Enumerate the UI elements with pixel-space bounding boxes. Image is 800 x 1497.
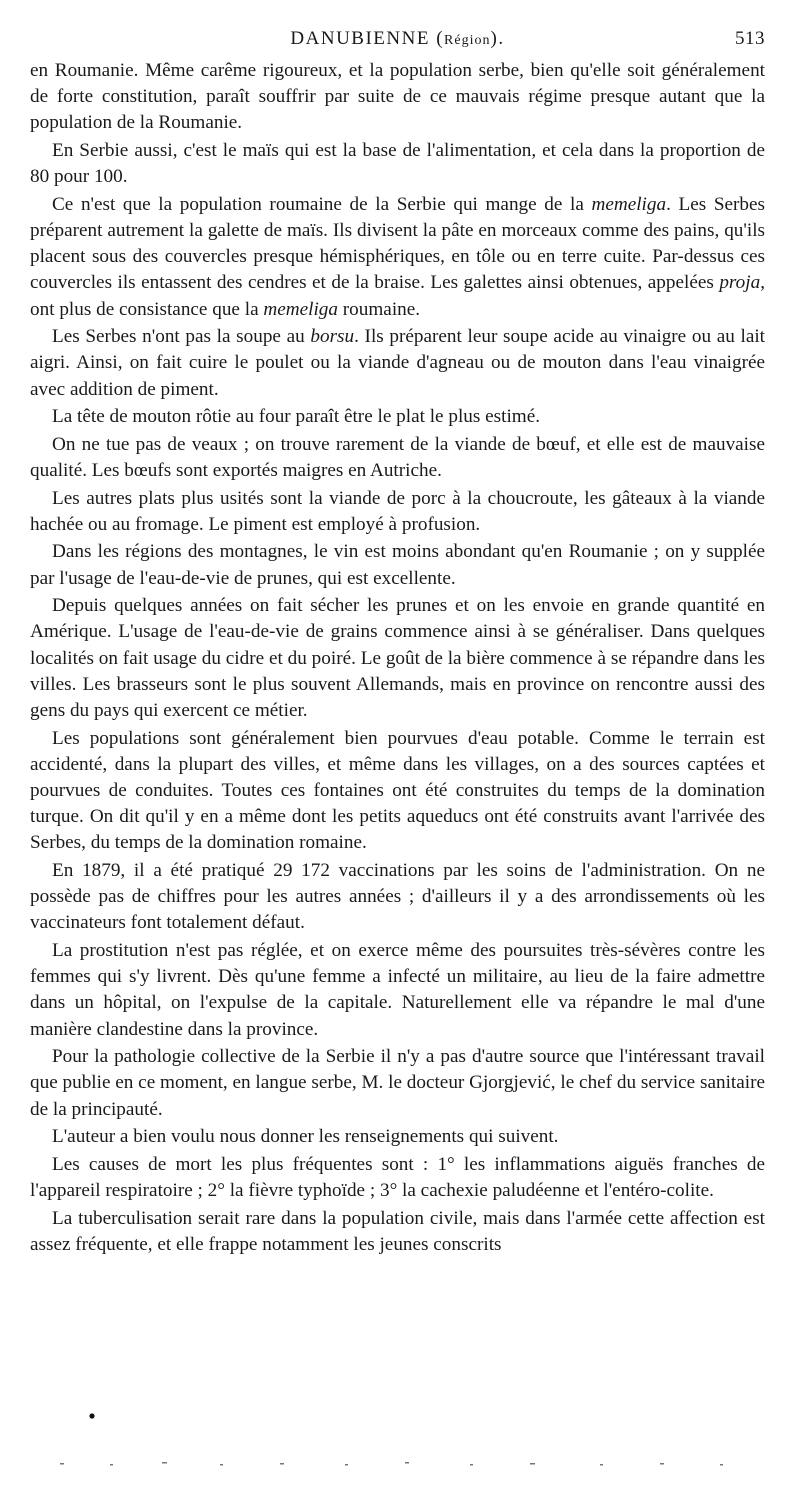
paragraph-9: Depuis quelques années on fait sécher les prunes et on les envoie en grande quantité en Amérique. L'usage de l'eau-de-vie de grains commence ainsi à se généraliser. Dans quelques localités on fait usage du cidre et du poiré. Le goût de la bière commence à se répandre dans les villes. Les brasseurs sont le plus souvent Allemands, mais en province on rencontre aussi des gens du pays qui exercent ce métier. [30, 595, 765, 721]
paragraph-14: L'auteur a bien voulu nous donner les renseignements qui suivent. [52, 1126, 559, 1148]
running-title-close: ). [490, 28, 505, 49]
running-title-main: DANUBIENNE ( [290, 28, 445, 49]
paragraph-12: La prostitution n'est pas réglée, et on exerce même des poursuites très-sévères contre les femmes qui s'y livrent. Dès qu'une femme a infecté un militaire, au lieu de la faire admettre dans un hôpital, on l'expulse de la capitale. Naturellement elle va répandre le mal d'une manière clandestine dans la province. [30, 940, 765, 1040]
paragraph-3-part-1: Ce n'est que la population roumaine de la Serbie qui mange de la [52, 193, 592, 215]
paragraph-4-part-1: Les Serbes n'ont pas la soupe au [52, 326, 311, 348]
paragraph-3-term-memeliga-2: memeliga [263, 298, 338, 320]
body-text [30, 58, 765, 1258]
paragraph-5: La tête de mouton rôtie au four paraît être le plat le plus estimé. [52, 406, 541, 428]
paragraph-2: En Serbie aussi, c'est le maïs qui est la base de l'alimentation, et cela dans la proportion de 80 pour 100. [30, 140, 765, 188]
paragraph-16: La tuberculisation serait rare dans la population civile, mais dans l'armée cette affection est assez fréquente, et elle frappe notamment les jeunes conscrits [30, 1207, 765, 1255]
book-page [30, 0, 765, 1497]
paragraph-15: Les causes de mort les plus fréquentes sont : 1° les inflammations aiguës franches de l'appareil respiratoire ; 2° la fièvre typhoïde ; 3° la cachexie paludéenne et l'entéro-colite. [30, 1153, 765, 1201]
paragraph-3-part-3: , ont plus de consistance que la [30, 272, 765, 320]
paragraph-3-term-proja: proja [719, 272, 761, 294]
paragraph-3-term-memeliga: memeliga [591, 193, 667, 215]
paragraph-3-part-2: . Les Serbes préparent autrement la galette de maïs. Ils divisent la pâte en morceaux comme des pains, qu'ils placent sous des couvercles presque hémisphériques, en tôle ou en terre cuite. Par-dessus ces couvercles ils entassent des cendres et de la braise. Les galettes ainsi obtenues, appelées [30, 193, 765, 294]
paragraph-7: Les autres plats plus usités sont la viande de porc à la choucroute, les gâteaux à la viande hachée ou au fromage. Le piment est employé à profusion. [30, 487, 765, 535]
running-title [30, 28, 765, 50]
paragraph-10: Les populations sont généralement bien pourvues d'eau potable. Comme le terrain est accidenté, dans la plupart des villes, et même dans les villages, on a des sources captées et pourvues de conduites. Toutes ces fontaines ont été construites du temps de la domination turque. On dit qu'il y en a même dont les petits aqueducs ont été construits avant l'arrivée des Serbes, du temps de la domination romaine. [30, 727, 765, 854]
paragraph-3 [30, 192, 765, 323]
paragraph-8: Dans les régions des montagnes, le vin est moins abondant qu'en Roumanie ; on y supplée par l'usage de l'eau-de-vie de prunes, qui est excellente. [30, 541, 765, 589]
running-head [30, 0, 765, 58]
page-number: 513 [735, 28, 765, 49]
running-title-small-caps: Région [444, 33, 491, 48]
paragraph-4 [30, 324, 765, 403]
paragraph-1: en Roumanie. Même carême rigoureux, et la population serbe, bien qu'elle soit généralement de forte constitution, paraît souffrir par suite de ce mauvais régime presque autant que la population de la Roumanie. [30, 60, 765, 134]
paragraph-11: En 1879, il a été pratiqué 29 172 vaccinations par les soins de l'administration. On ne possède pas de chiffres pour les autres années ; d'ailleurs il y a des arrondissements où les vaccinateurs font totalement défaut. [30, 860, 765, 934]
paragraph-4-part-2: . Ils préparent leur soupe acide au vinaigre ou au lait aigri. Ainsi, on fait cuire le poulet ou la viande d'agneau ou de mouton dans l'eau vinaigrée avec addition de piment. [30, 326, 765, 400]
paragraph-4-term-borsu: borsu [310, 326, 355, 348]
paragraph-6: On ne tue pas de veaux ; on trouve rarement de la viande de bœuf, et elle est de mauvaise qualité. Les bœufs sont exportés maigres en Autriche. [30, 433, 765, 481]
paragraph-3-part-4: roumaine. [338, 298, 421, 320]
paragraph-13: Pour la pathologie collective de la Serbie il n'y a pas d'autre source que l'intéressant travail que publie en ce moment, en langue serbe, M. le docteur Gjorgjević, le chef du service sanitaire de la principauté. [30, 1046, 765, 1120]
